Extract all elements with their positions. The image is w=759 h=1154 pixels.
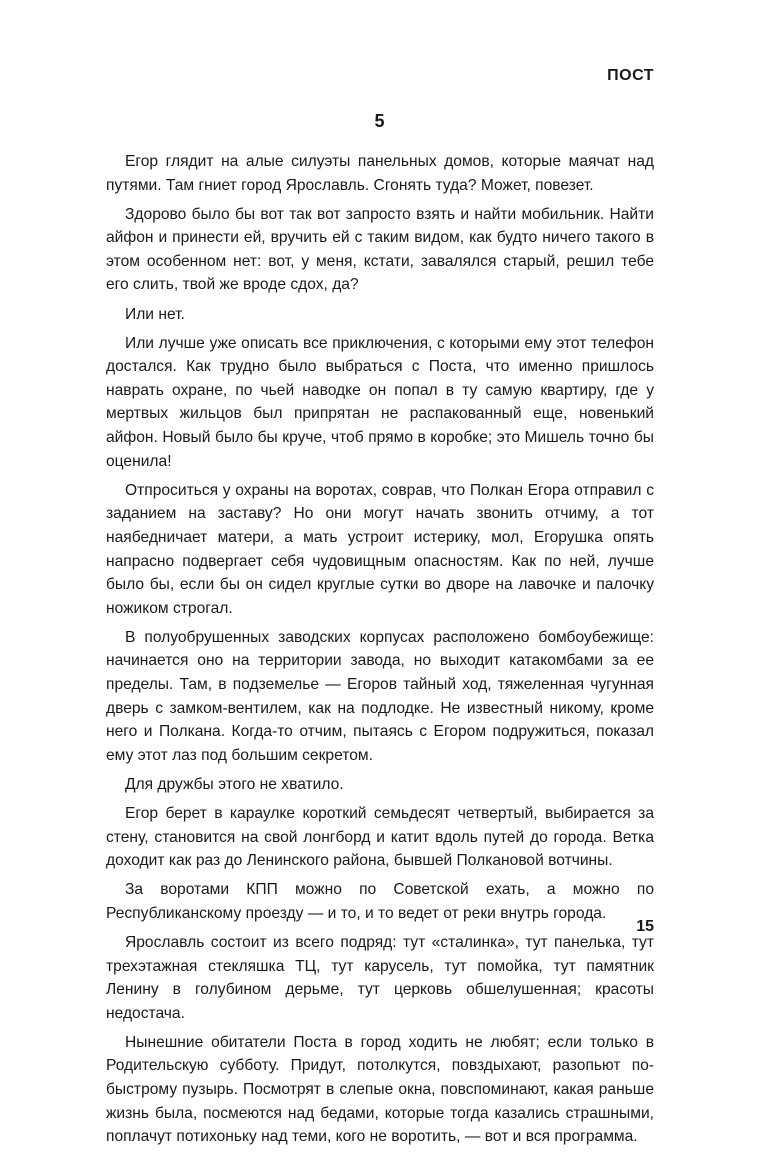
- paragraph: В полуобрушенных заводских корпусах расположено бомбоубежище: начинается оно на территории завода, но выходит катакомбами за ее пределы. Там, в подземелье — Егоров тайный ход, тяжеленная чугунная дверь с замком-вентилем, как на подлодке. Не известный никому, кроме него и Полкана. Когда-то отчим, пытаясь с Егором подружиться, показал ему этот лаз под большим секретом.: [106, 628, 654, 764]
- paragraph: Для дружбы этого не хватило.: [125, 775, 344, 793]
- paragraph: Ярославль состоит из всего подряд: тут «сталинка», тут панелька, тут трехэтажная стекляшка ТЦ, тут карусель, тут помойка, тут памятник Ленину в голубином дерьме, тут церковь обшелушенная; красоты недостача.: [106, 933, 654, 1022]
- paragraph: Отпроситься у охраны на воротах, соврав, что Полкан Егора отправил с заданием на заставу? Но они могут начать звонить отчиму, а тот наябедничает матери, а мать устроит истерику, мол, Егорушка опять напрасно подвергает себя чудовищным опасностям. Как по ней, лучше было бы, если бы он сидел круглые сутки во дворе на лавочке и палочку ножиком строгал.: [106, 481, 654, 617]
- body-text: [106, 150, 654, 1154]
- paragraph: Егор берет в караулке короткий семьдесят четвертый, выбирается за стену, становится на свой лонгборд и катит вдоль путей до города. Ветка доходит как раз до Ленинского района, бывшей Полкановой вотчины.: [106, 804, 654, 870]
- paragraph: Или лучше уже описать все приключения, с которыми ему этот телефон достался. Как трудно было выбраться с Поста, что именно пришлось наврать охране, по чьей наводке он попал в ту самую квартиру, где у мертвых жильцов был припрятан не распакованный еще, новенький айфон. Новый было бы круче, чтоб прямо в коробке; это Мишель точно бы оценила!: [106, 334, 654, 470]
- page-number: 15: [636, 918, 654, 935]
- paragraph: Нынешние обитатели Поста в город ходить не любят; если только в Родительскую субботу. Придут, потолкутся, повздыхают, разопьют по-быстрому пузырь. Посмотрят в слепые окна, повспоминают, какая раньше жизнь была, посмеются над бедами, которые тогда казались страшными, поплачут потихоньку над теми, кого не воротить, — вот и вся программа.: [106, 1033, 654, 1146]
- paragraph: Или нет.: [125, 305, 185, 323]
- paragraph: Егор глядит на алые силуэты панельных домов, которые маячат над путями. Там гниет город Ярославль. Сгонять туда? Может, повезет.: [106, 153, 654, 194]
- paragraph: Здорово было бы вот так вот запросто взять и найти мобильник. Найти айфон и принести ей, вручить ей с таким видом, как будто ничего такого в этом особенном нет: вот, у меня, кстати, завалялся старый, решил тебе его слить, твой же вроде сдох, да?: [106, 205, 654, 294]
- chapter-number: 5: [374, 111, 385, 131]
- running-head: ПОСТ: [607, 67, 654, 84]
- paragraph: За воротами КПП можно по Советской ехать, а можно по Республиканскому проезду — и то, и то ведет от реки внутрь города.: [106, 881, 654, 922]
